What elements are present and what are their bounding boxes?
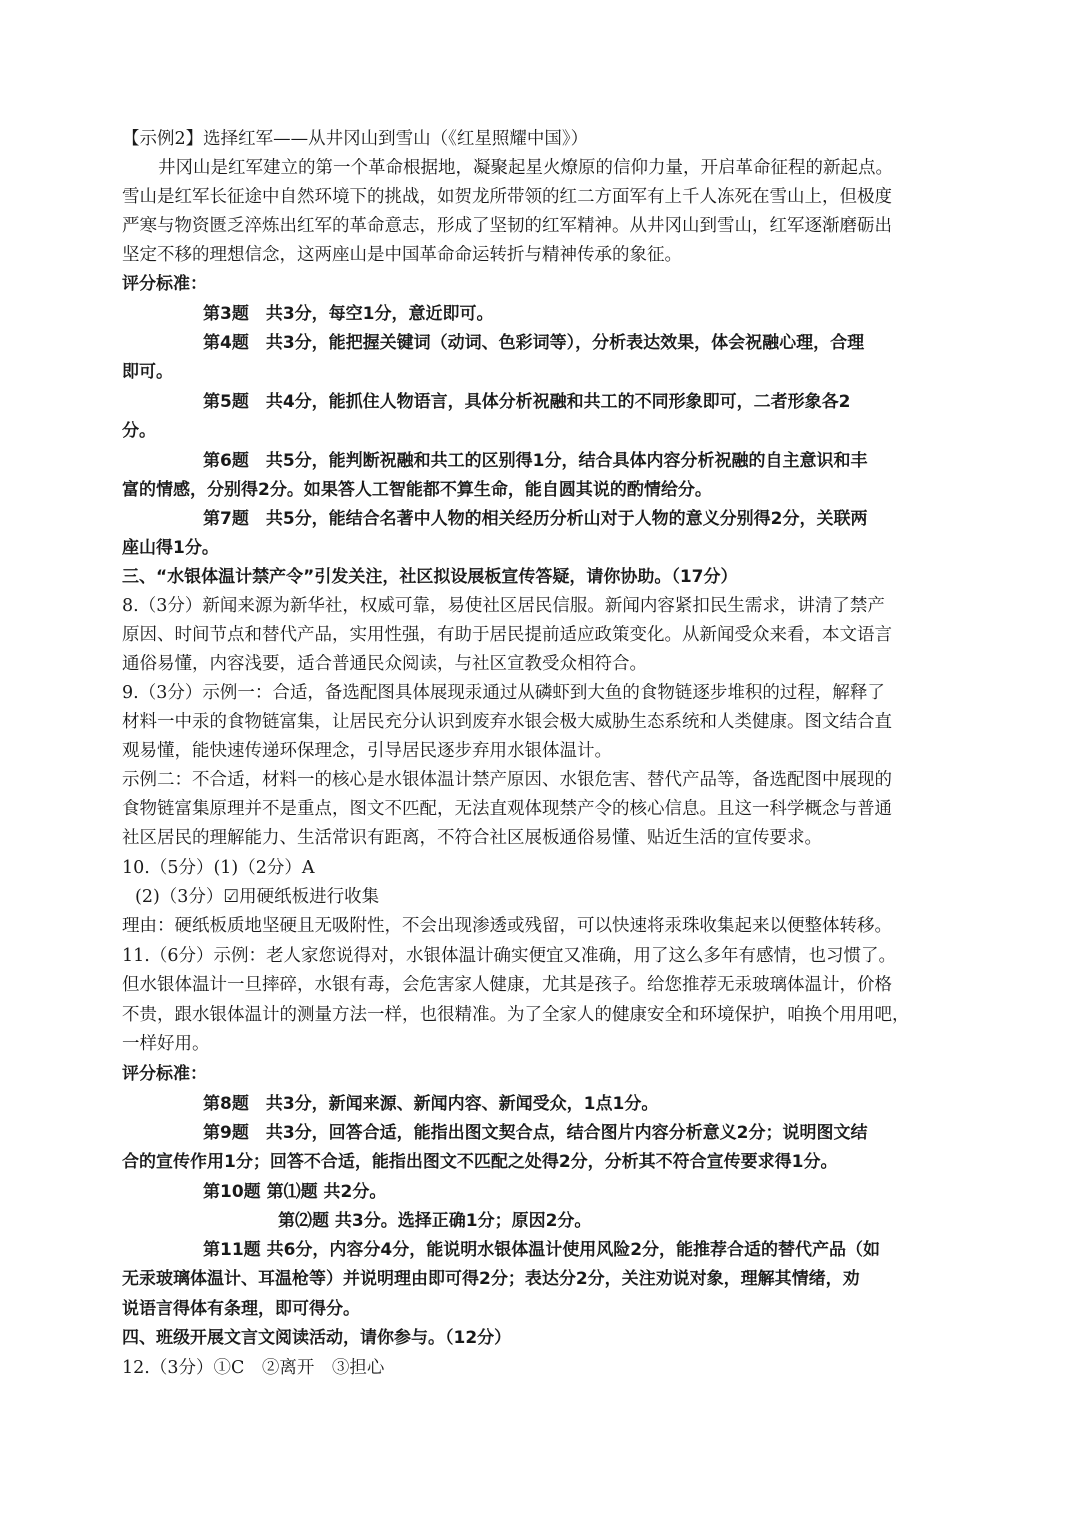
answer-line: 但水银体温计一旦摔碎，水银有毒，会危害家人健康，尤其是孩子。给您推荐无汞玻璃体温计，价格 [122, 975, 892, 995]
answer-line: 食物链富集原理并不是重点，图文不匹配，无法直观体现禁产令的核心信息。且这一科学概念与普通 [122, 799, 892, 819]
criteria-line: 分。 [122, 421, 156, 441]
answer-line: 通俗易懂，内容浅要，适合普通民众阅读，与社区宣教受众相符合。 [122, 654, 647, 674]
criteria-line: 第10题 第⑴题 共2分。 [203, 1182, 387, 1202]
criteria-line: 第6题 共5分，能判断祝融和共工的区别得1分，结合具体内容分析祝融的自主意识和丰 [203, 451, 868, 471]
criteria-line: 座山得1分。 [122, 538, 219, 558]
answer-line: 材料一中汞的食物链富集，让居民充分认识到废弃水银会极大威胁生态系统和人类健康。图文结合直 [122, 712, 892, 732]
example-2-heading: 【示例2】选择红军——从井冈山到雪山（《红星照耀中国》） [122, 129, 589, 149]
answer-line: 8.（3分）新闻来源为新华社，权威可靠，易使社区居民信服。新闻内容紧扣民生需求，讲清了禁产 [122, 596, 885, 616]
criteria-line: 第⑵题 共3分。选择正确1分；原因2分。 [278, 1211, 592, 1231]
section-3-heading: 三、“水银体温计禁产令”引发关注，社区拟设展板宣传答疑，请你协助。（17分） [122, 567, 738, 587]
answer-line: 不贵，跟水银体温计的测量方法一样，也很精准。为了全家人的健康安全和环境保护，咱换个用用吧， [122, 1005, 910, 1025]
criteria-line: 合的宣传作用1分；回答不合适，能指出图文不匹配之处得2分，分析其不符合宣传要求得1分。 [122, 1152, 838, 1172]
criteria-line: 第11题 共6分，内容分4分，能说明水银体温计使用风险2分，能推荐合适的替代产品（如 [203, 1240, 881, 1260]
section-4-heading: 四、班级开展文言文阅读活动，请你参与。（12分） [122, 1328, 512, 1348]
answer-line: 社区居民的理解能力、生活常识有距离，不符合社区展板通俗易懂、贴近生活的宣传要求。 [122, 828, 822, 848]
example-2-text-line: 坚定不移的理想信念，这两座山是中国革命命运转折与精神传承的象征。 [122, 245, 682, 265]
answer-line: (2)（3分）☑用硬纸板进行收集 [135, 887, 380, 907]
criteria-line: 说语言得体有条理，即可得分。 [122, 1299, 360, 1319]
scoring-criteria-heading: 评分标准： [122, 1064, 207, 1084]
criteria-line: 第9题 共3分，回答合适，能指出图文契合点，结合图片内容分析意义2分；说明图文结 [203, 1123, 868, 1143]
answer-line: 原因、时间节点和替代产品，实用性强，有助于居民提前适应政策变化。从新闻受众来看，本文语言 [122, 625, 892, 645]
criteria-line: 第8题 共3分，新闻来源、新闻内容、新闻受众，1点1分。 [203, 1094, 659, 1114]
answer-line: 观易懂，能快速传递环保理念，引导居民逐步弃用水银体温计。 [122, 741, 612, 761]
criteria-line: 第5题 共4分，能抓住人物语言，具体分析祝融和共工的不同形象即可，二者形象各2 [203, 392, 851, 412]
scoring-criteria-heading: 评分标准： [122, 274, 207, 294]
answer-line: 11.（6分）示例：老人家您说得对，水银体温计确实便宜又准确，用了这么多年有感情，也习惯了。 [122, 946, 896, 966]
example-2-text-line: 雪山是红军长征途中自然环境下的挑战，如贺龙所带领的红二方面军有上千人冻死在雪山上，但极度 [122, 187, 892, 207]
criteria-line: 富的情感，分别得2分。如果答人工智能都不算生命，能自圆其说的酌情给分。 [122, 480, 712, 500]
answer-line: 理由：硬纸板质地坚硬且无吸附性，不会出现渗透或残留，可以快速将汞珠收集起来以便整体转移。 [122, 916, 892, 936]
answer-line: 9.（3分）示例一：合适，备选配图具体展现汞通过从磷虾到大鱼的食物链逐步堆积的过程，解释了 [122, 683, 885, 703]
criteria-line: 即可。 [122, 362, 173, 382]
criteria-line: 无汞玻璃体温计、耳温枪等）并说明理由即可得2分；表达分2分，关注劝说对象，理解其情绪，劝 [122, 1269, 860, 1289]
example-2-text-line: 井冈山是红军建立的第一个革命根据地，凝聚起星火燎原的信仰力量，开启革命征程的新起点。 [158, 158, 893, 178]
answer-line: 10.（5分）(1)（2分）A [122, 858, 315, 878]
answer-line: 示例二：不合适，材料一的核心是水银体温计禁产原因、水银危害、替代产品等，备选配图中展现的 [122, 770, 892, 790]
answer-line: 一样好用。 [122, 1034, 210, 1054]
example-2-text-line: 严寒与物资匮乏淬炼出红军的革命意志，形成了坚韧的红军精神。从井冈山到雪山，红军逐渐磨砺出 [122, 216, 892, 236]
answer-line: 12.（3分）①C ②离开 ③担心 [122, 1358, 385, 1378]
criteria-line: 第3题 共3分，每空1分，意近即可。 [203, 304, 494, 324]
criteria-line: 第4题 共3分，能把握关键词（动词、色彩词等），分析表达效果，体会祝融心理，合理 [203, 333, 865, 353]
criteria-line: 第7题 共5分，能结合名著中人物的相关经历分析山对于人物的意义分别得2分，关联两 [203, 509, 868, 529]
